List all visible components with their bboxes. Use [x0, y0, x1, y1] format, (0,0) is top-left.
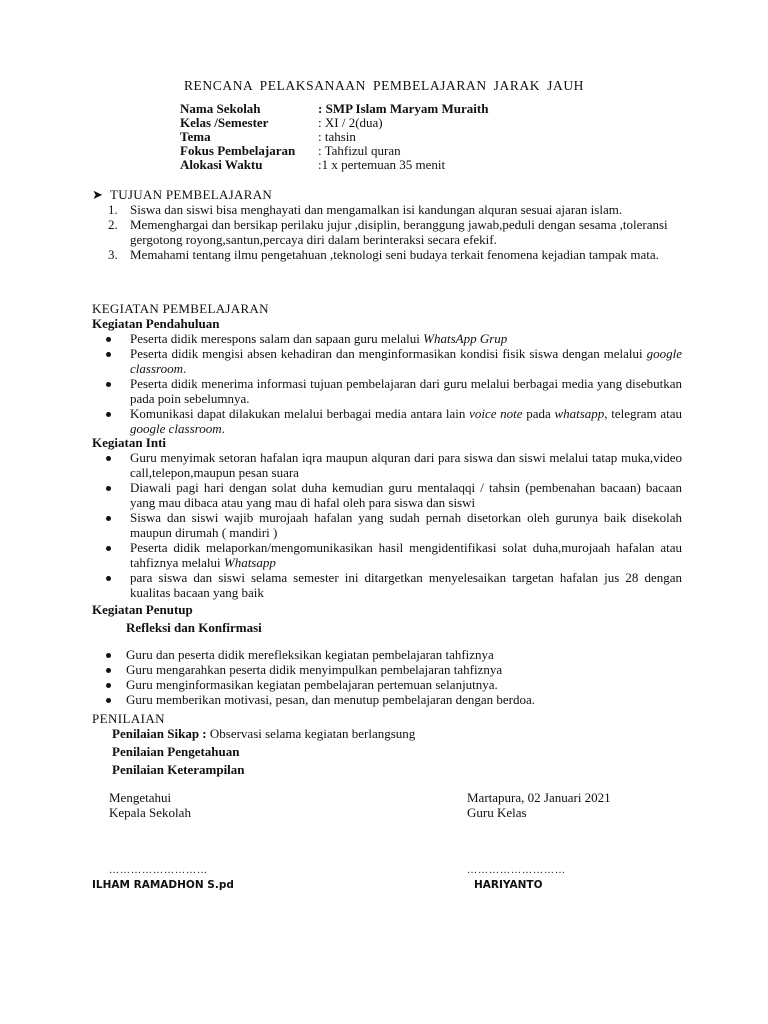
item-text: .: [221, 420, 225, 436]
opening-list: [92, 332, 682, 437]
item-text-italic: WhatsApp Grup: [423, 330, 508, 346]
item-text-italic: google classroom: [130, 420, 222, 436]
list-item: [92, 481, 682, 511]
assessment-attitude: [92, 727, 682, 742]
list-item: [92, 663, 682, 678]
item-text: Peserta didik mengisi absen kehadiran dan menginformasikan kondisi fisik siswa dengan melalui: [130, 345, 647, 361]
core-list: [92, 451, 682, 600]
list-item: [92, 218, 682, 248]
activities-heading: KEGIATAN PEMBELAJARAN: [92, 301, 269, 316]
list-item: [92, 678, 682, 693]
attitude-value: Observasi selama kegiatan berlangsung: [206, 725, 416, 741]
closing-list: [92, 648, 682, 708]
item-text: pada: [522, 405, 555, 421]
item-text: Peserta didik merespons salam dan sapaan guru melalui: [130, 330, 424, 346]
meta-value: : SMP Islam Maryam Muraith: [318, 101, 489, 116]
left-signature-block: [109, 791, 191, 821]
meta-value: : tahsin: [318, 129, 356, 144]
item-number: 1.: [108, 201, 118, 217]
item-text-italic: voice note: [469, 405, 523, 421]
meta-label: Kelas /Semester: [180, 115, 269, 130]
list-item: [92, 332, 682, 347]
list-item: [92, 377, 682, 407]
list-item: [92, 347, 682, 377]
item-text: para siswa dan siswi selama semester ini ditargetkan menyelesaikan targetan hafalan jus 28 dengan kualitas bacaan yang baik: [130, 569, 682, 600]
right-signature-block: [467, 791, 611, 821]
left-signature-line: ………………………: [109, 865, 208, 876]
meta-label: Fokus Pembelajaran: [180, 143, 296, 158]
item-text: .: [182, 360, 187, 376]
closing-heading: Kegiatan Penutup: [92, 602, 193, 617]
left-sign-line2: Kepala Sekolah: [109, 804, 191, 820]
list-item: [92, 451, 682, 481]
item-text: Guru dan peserta didik merefleksikan kegiatan pembelajaran tahfiznya: [126, 646, 494, 662]
item-text: Komunikasi dapat dilakukan melalui berbagai media antara lain: [130, 405, 470, 421]
closing-subheading: Refleksi dan Konfirmasi: [126, 619, 262, 635]
list-item: [92, 648, 682, 663]
meta-row-focus: [180, 144, 488, 158]
item-text: Peserta didik menerima informasi tujuan pembelajaran dari guru melalui berbagai media yang disebutkan pada poin sebelumnya.: [130, 375, 682, 406]
meta-row-school: [180, 102, 488, 116]
right-signature-line: ………………………: [467, 865, 566, 876]
item-text: Memenghargai dan bersikap perilaku jujur ,disiplin, beranggung jawab,peduli dengan sesama ,toleransi gergotong royong,santun,percaya diri dalam berinteraksi secara efekif.: [130, 216, 668, 247]
meta-row-class: [180, 116, 488, 130]
item-text: Guru mengarahkan peserta didik menyimpulkan pembelajaran tahfiznya: [126, 661, 503, 677]
teacher-name: HARIYANTO: [474, 879, 543, 891]
item-text: Memahami tentang ilmu pengetahuan ,teknologi seni budaya terkait fenomena kejadian tampak mata.: [130, 246, 659, 262]
item-number: 3.: [108, 246, 118, 262]
right-sign-line1: Martapura, 02 Januari 2021: [467, 790, 611, 805]
item-text-italic: google classroom: [130, 345, 682, 376]
list-item: [92, 407, 682, 437]
item-text: Guru menyimak setoran hafalan iqra maupun alquran dari para siswa dan siswi melalui tatap muka,video call,telepon,maupun pesan suara: [130, 450, 682, 481]
item-text: Siswa dan siswi bisa menghayati dan mengamalkan isi kandungan alquran sesuai ajaran islam.: [130, 201, 623, 217]
assessment-heading: PENILAIAN: [92, 711, 165, 726]
objectives-heading-text: TUJUAN PEMBELAJARAN: [110, 187, 273, 202]
list-item: [92, 693, 682, 708]
core-heading: Kegiatan Inti: [92, 435, 167, 451]
list-item: [92, 571, 682, 601]
list-item: [92, 248, 682, 263]
activities-section: [92, 302, 682, 601]
objectives-heading: [92, 188, 682, 203]
objectives-section: [92, 188, 682, 263]
left-sign-line1: Mengetahui: [109, 790, 172, 805]
attitude-label: Penilaian Sikap :: [112, 725, 207, 741]
objectives-list: [92, 203, 682, 263]
document-title: RENCANA PELAKSANAAN PEMBELAJARAN JARAK JAUH: [183, 78, 585, 93]
meta-value: :1 x pertemuan 35 menit: [318, 157, 446, 172]
list-item: [92, 203, 682, 218]
item-text: Diawali pagi hari dengan solat duha kemudian guru mentalaqqi / tahsin (pembenahan bacaan) bacaan yang mau dibaca atau yang mau di hafal oleh para siswa dan siswi: [130, 480, 682, 511]
list-item: [92, 541, 682, 571]
right-sign-line2: Guru Kelas: [467, 804, 527, 820]
list-item: [92, 511, 682, 541]
principal-name: ILHAM RAMADHON S.pd: [92, 879, 234, 891]
meta-value: : Tahfizul quran: [318, 143, 401, 158]
assessment-skill: Penilaian Keterampilan: [112, 761, 245, 777]
meta-label: Nama Sekolah: [180, 101, 261, 116]
meta-row-time: [180, 158, 488, 172]
item-text-italic: whatsapp: [554, 405, 605, 421]
item-text: Siswa dan siswi wajib murojaah hafalan yang sudah pernah disetorkan oleh gurunya baik disekolah maupun dirumah ( mandiri ): [130, 510, 682, 541]
item-text: Guru memberikan motivasi, pesan, dan menutup pembelajaran dengan berdoa.: [126, 691, 536, 707]
identity-table: [180, 102, 488, 172]
opening-heading: Kegiatan Pendahuluan: [92, 315, 220, 331]
item-text: , telegram atau: [604, 405, 682, 421]
arrow-bullet-icon: ➤: [92, 187, 104, 202]
item-text: Peserta didik melaporkan/mengomunikasikan hasil mengidentifikasi solat duha,murojaah hafalan atau tahfiznya melalui: [130, 540, 682, 570]
meta-label: Tema: [180, 129, 211, 144]
item-number: 2.: [108, 216, 118, 232]
meta-row-theme: [180, 130, 488, 144]
meta-label: Alokasi Waktu: [180, 157, 263, 172]
meta-value: : XI / 2(dua): [318, 115, 383, 130]
assessment-section: [92, 712, 682, 778]
assessment-knowledge: Penilaian Pengetahuan: [112, 743, 240, 759]
item-text-italic: Whatsapp: [223, 554, 276, 570]
item-text: Guru menginformasikan kegiatan pembelajaran pertemuan selanjutnya.: [126, 676, 498, 692]
closing-section: [92, 603, 682, 708]
